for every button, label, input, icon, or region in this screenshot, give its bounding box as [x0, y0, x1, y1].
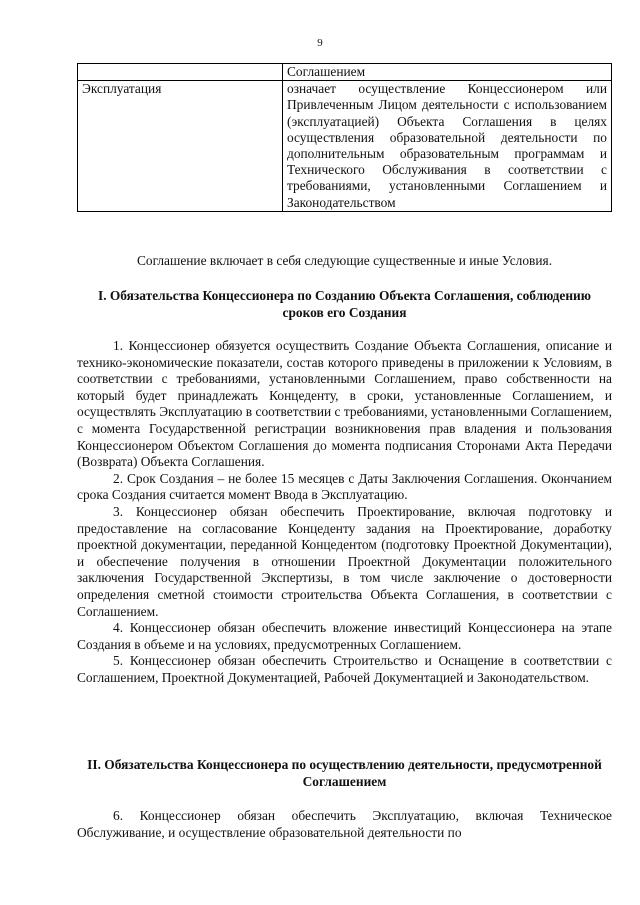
definitions-table [77, 63, 612, 212]
clause-paragraph: 1. Концессионер обязуется осуществить Создание Объекта Соглашения, описание и технико-экономические показатели, состав которого приведены в приложении к Условиям, в соответствии с требованиями, установленными Соглашением, право собственности на который будет принадлежать Концеденту, в сроки, установленные Соглашением, и осуществлять Эксплуатацию в соответствии с требованиями, установленными Соглашением, с момента Государственной регистрации возникновения прав владения и пользования Концессионером Объектом Соглашения до момента подписания Сторонами Акта Передачи (Возврата) Объекта Соглашения. [77, 338, 612, 470]
term-cell: Эксплуатация [78, 81, 283, 212]
clause-paragraph: 5. Концессионер обязан обеспечить Строительство и Оснащение в соответствии с Соглашением, Проектной Документацией, Рабочей Документацией и Законодательством. [77, 653, 612, 685]
section-clauses [77, 338, 612, 686]
section-clauses [77, 808, 612, 841]
table-row [78, 81, 612, 212]
term-cell [78, 64, 283, 81]
intro-paragraph: Соглашение включает в себя следующие существенные и иные Условия. [136, 253, 553, 268]
definition-cell: Соглашением [283, 64, 612, 81]
table-row [78, 64, 612, 81]
definition-cell: означает осуществление Концессионером или Привлеченным Лицом деятельности с использованием (эксплуатацией) Объекта Соглашения в целях осуществления образовательной деятельности по дополнительным образовательным программам и Технического Обслуживания в соответствии с требованиями, установленными Соглашением и Законодательством [283, 81, 612, 212]
clause-paragraph: 3. Концессионер обязан обеспечить Проектирование, включая подготовку и предоставление на согласование Концеденту задания на Проектирование, доработку проектной документации, переданной Концедентом (подготовку Проектной Документации), и обеспечение получения в отношении Проектной Документации положительного заключения Государственной Экспертизы, в том числе заключение о достоверности определения сметной стоимости строительства Объекта Соглашения, в соответствии с Соглашением. [77, 503, 612, 619]
clause-paragraph: 6. Концессионер обязан обеспечить Эксплуатацию, включая Техническое Обслуживание, и осуществление образовательной деятельности по [77, 808, 612, 840]
clause-paragraph: 4. Концессионер обязан обеспечить вложение инвестиций Концессионера на этапе Создания в объеме и на условиях, предусмотренных Соглашением. [77, 620, 612, 652]
page-number: 9 [317, 37, 323, 49]
clause-paragraph: 2. Срок Создания – не более 15 месяцев с Даты Заключения Соглашения. Окончанием срока Создания считается момент Ввода в Эксплуатацию. [77, 470, 612, 503]
section-heading: I. Обязательства Концессионера по Созданию Объекта Соглашения, соблюдению сроков его Создания [97, 288, 591, 320]
section-heading: II. Обязательства Концессионера по осуществлению деятельности, предусмотренной Соглашением [87, 757, 602, 789]
